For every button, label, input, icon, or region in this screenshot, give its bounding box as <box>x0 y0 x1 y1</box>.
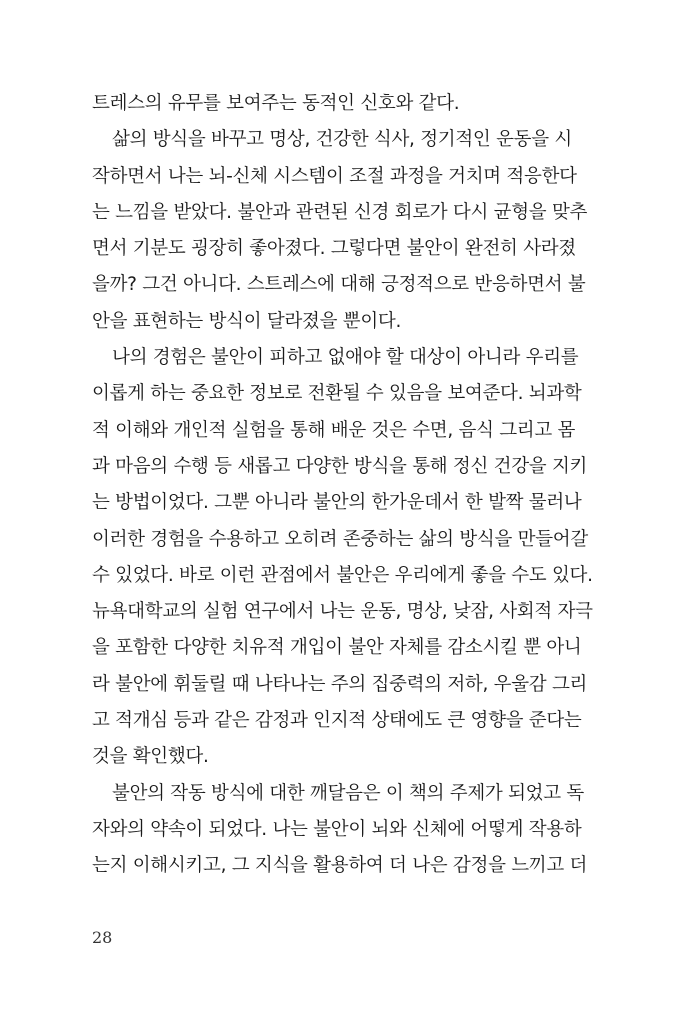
text-line: 작하면서 나는 뇌-신체 시스템이 조절 과정을 거치며 적응한다 <box>92 165 577 187</box>
text-line: 을까? 그건 아니다. 스트레스에 대해 긍정적으로 반응하면서 불 <box>92 274 586 296</box>
text-line: 수 있었다. 바로 이런 관점에서 불안은 우리에게 좋을 수도 있다. <box>92 564 593 586</box>
paragraph <box>92 340 593 776</box>
text-line: 라 불안에 휘둘릴 때 나타나는 주의 집중력의 저하, 우울감 그리 <box>92 673 588 695</box>
text-line: 이러한 경험을 수용하고 오히려 존중하는 삶의 방식을 만들어갈 <box>92 528 588 550</box>
text-line: 이롭게 하는 중요한 정보로 전환될 수 있음을 보여준다. 뇌과학 <box>92 383 582 405</box>
text-line: 을 포함한 다양한 치유적 개입이 불안 자체를 감소시킬 뿐 아니 <box>92 637 582 659</box>
text-line: 는 방법이었다. 그뿐 아니라 불안의 한가운데서 한 발짝 물러나 <box>92 492 582 514</box>
paragraph <box>92 776 588 885</box>
text-line: 뉴욕대학교의 실험 연구에서 나는 운동, 명상, 낮잠, 사회적 자극 <box>92 601 593 623</box>
body-text <box>92 86 593 885</box>
text-line: 적 이해와 개인적 실험을 통해 배운 것은 수면, 음식 그리고 몸 <box>92 419 576 441</box>
paragraph <box>92 122 588 340</box>
text-line: 안을 표현하는 방식이 달라졌을 뿐이다. <box>92 310 402 332</box>
page-number: 28 <box>92 928 113 947</box>
text-line: 고 적개심 등과 같은 감정과 인지적 상태에도 큰 영향을 준다는 <box>92 710 582 732</box>
text-line: 자와의 약속이 되었다. 나는 불안이 뇌와 신체에 어떻게 작용하 <box>92 818 582 840</box>
text-line: 것을 확인했다. <box>92 746 209 768</box>
text-line: 삶의 방식을 바꾸고 명상, 건강한 식사, 정기적인 운동을 시 <box>112 129 572 151</box>
text-line: 나의 경험은 불안이 피하고 없애야 할 대상이 아니라 우리를 <box>112 347 579 369</box>
text-line: 면서 기분도 굉장히 좋아졌다. 그렇다면 불안이 완전히 사라졌 <box>92 238 576 260</box>
text-line: 는지 이해시키고, 그 지식을 활용하여 더 나은 감정을 느끼고 더 <box>92 855 588 877</box>
text-line: 트레스의 유무를 보여주는 동적인 신호와 같다. <box>92 93 460 114</box>
text-line: 는 느낌을 받았다. 불안과 관련된 신경 회로가 다시 균형을 맞추 <box>92 201 588 223</box>
paragraph <box>92 86 554 122</box>
text-line: 과 마음의 수행 등 새롭고 다양한 방식을 통해 정신 건강을 지키 <box>92 455 588 477</box>
text-line: 불안의 작동 방식에 대한 깨달음은 이 책의 주제가 되었고 독 <box>112 782 584 804</box>
